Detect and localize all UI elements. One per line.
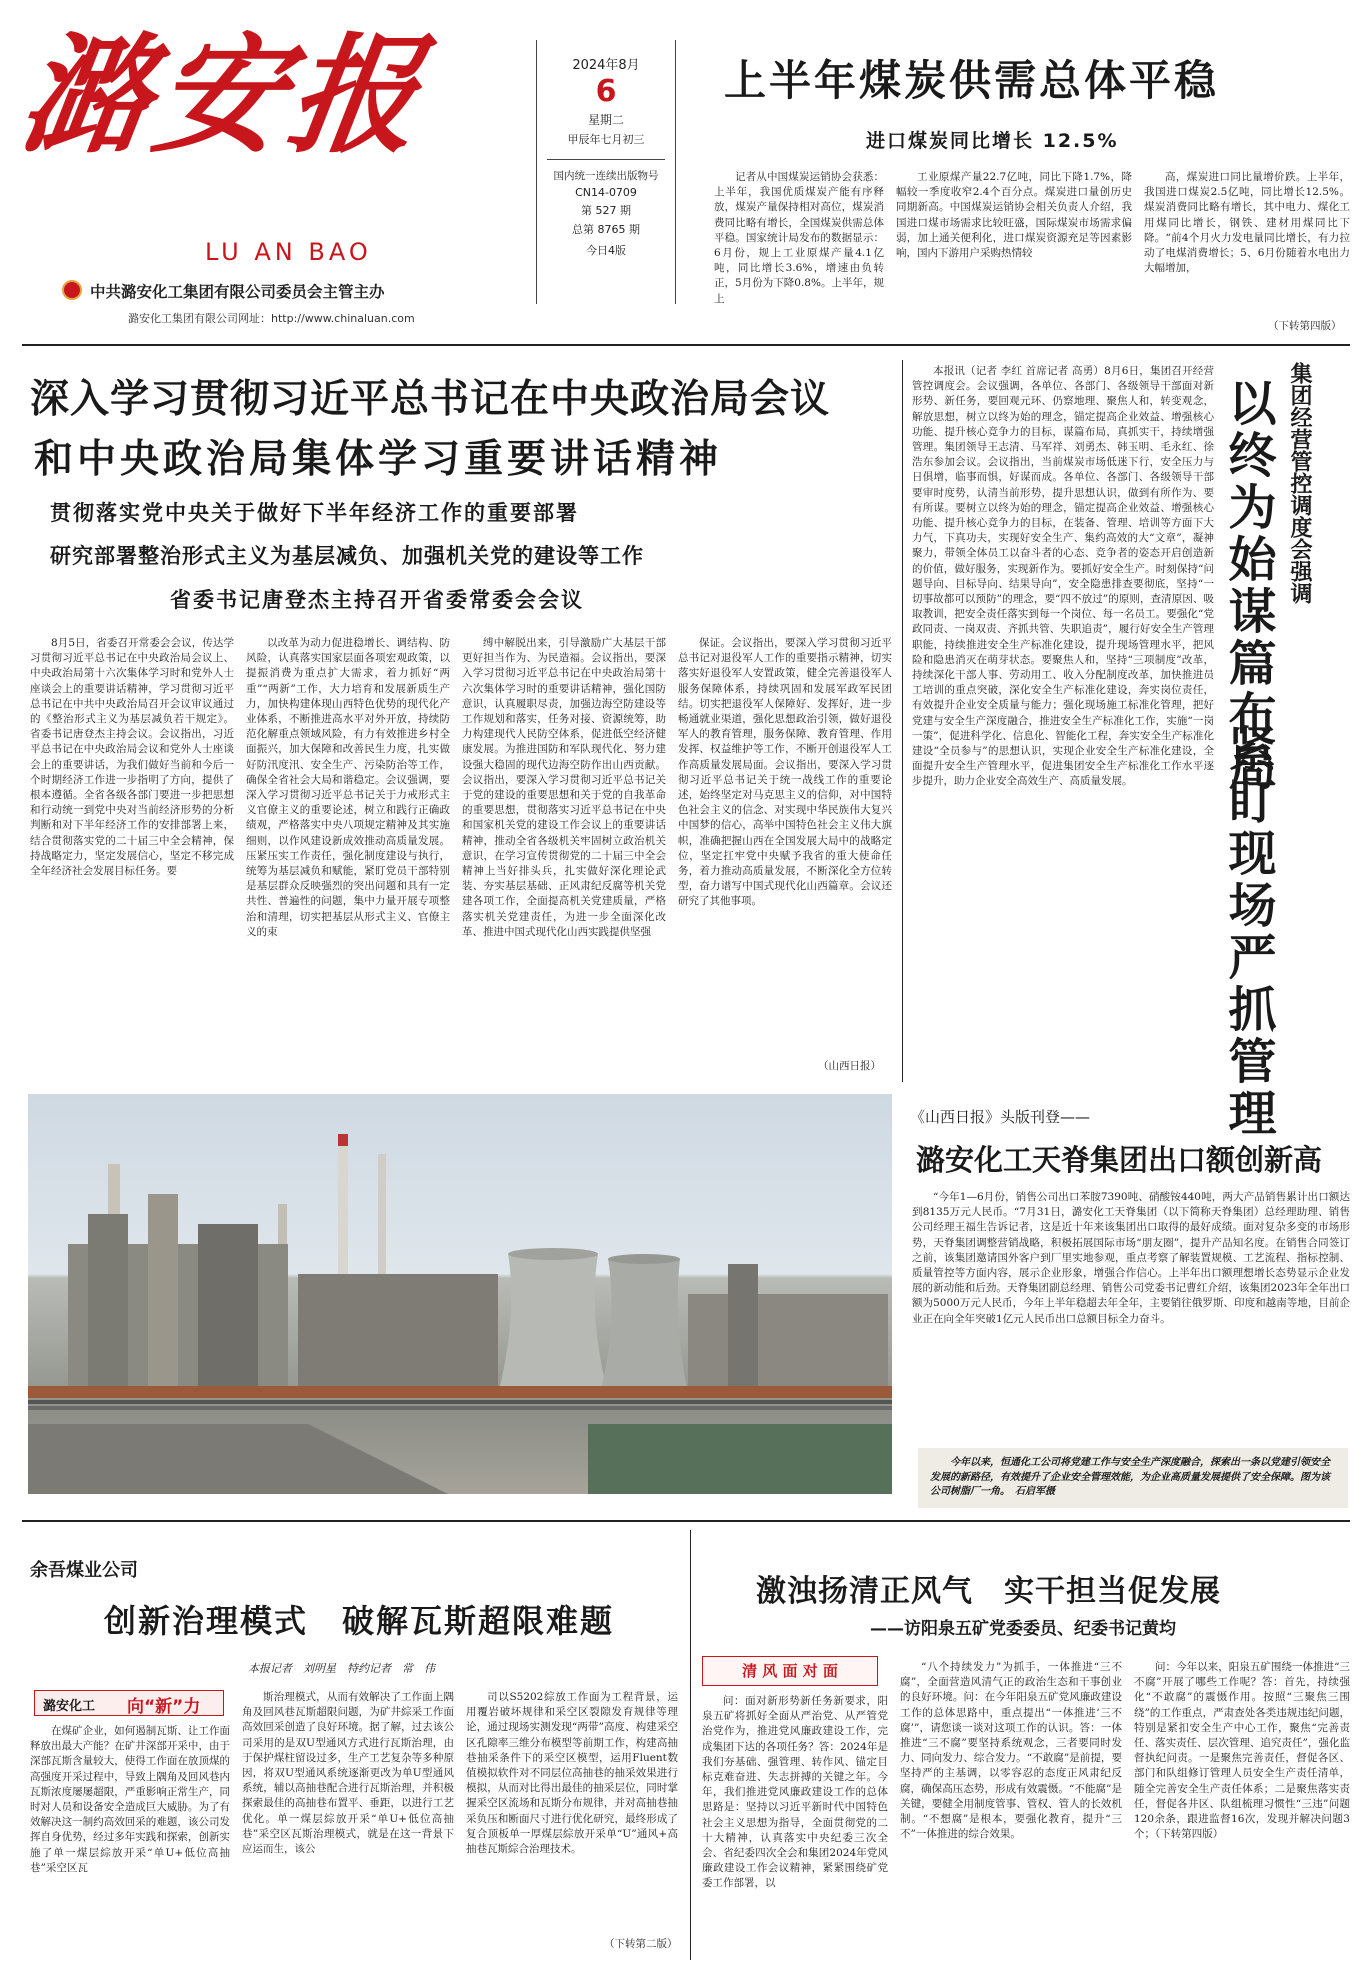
photo-caption-box [918, 1448, 1348, 1508]
cn-number: CN14-0709 [575, 186, 637, 199]
lead-subhead-2: 研究部署整治形式主义为基层减负、加强机关党的建设等工作 [50, 544, 644, 568]
bottom-left-title: 创新治理模式 破解瓦斯超限难题 [104, 1602, 615, 1640]
total-number: 总第 8765 期 [572, 223, 640, 236]
innovation-tag [34, 1690, 224, 1716]
bottom-vertical-divider [690, 1530, 691, 1960]
issue-number: 第 527 期 [581, 204, 631, 217]
top-story-col-2: 工业原煤产量22.7亿吨，同比下降1.7%，降幅较一季度收窄2.4个百分点。煤炭进口量创历史同期新高。中国煤炭运销协会相关负责人介绍，我国进口煤市场需求比较旺盛，国际煤炭市场需求偏弱，加上通关便利化，进口煤炭资源充足等因素影响，国内下游用户采购热情较 [896, 171, 1132, 260]
page-count: 今日4版 [586, 244, 626, 257]
bottom-right-subtitle: ——访阳泉五矿党委委员、纪委书记黄均 [870, 1619, 1176, 1639]
issue-date: 2024年8月 [572, 58, 640, 73]
bottom-left-jump: （下转第二版） [604, 1938, 678, 1950]
lead-col-3: 缚中解脱出来，引导激励广大基层干部更好担当作为、为民造福。会议指出，要深入学习贯彻习近平总书记在中央政治局第十六次集体学习时的重要讲话精神，强化国防意识，认真履职尽责，加强边海空防建设等工作规划和落实，任务对接、资源统筹，助力构建现代人民防空体系，促进低空经济健康发展。为推进国防和军队现代化、努力建设强大稳固的现代边海空防作出山西贡献。会议指出，要深入学习贯彻习近平总书记关于党的建设的重要思想和关于党的自我革命的重要思想，贯彻落实习近平总书记在中央和国家机关党的建设工作会议上的重要讲话精神，推动全省各级机关牢固树立政治机关意识，在学习宣传贯彻党的二十届三中全会精神上当好排头兵，扎实做好深化理论武装、夯实基层基础、正风肃纪反腐等机关党建各项工作，全面提高机关党建质量，严格落实机关党建责任，为进一步全面深化改革、推进中国式现代化山西实践提供坚强 [462, 637, 666, 938]
bottom-left-kicker: 余吾煤业公司 [30, 1560, 138, 1581]
bottom-right-col-2: “八个持续发力”为抓手，一体推进“三不腐”，全面营造风清气正的政治生态和干事创业的良好环境。问：在今年阳泉五矿党风廉政建设工作的总体思路中，重点提出“一体推进‘三不腐’”，请您谈一谈对这项工作的认识。答：一体推进“三不腐”要坚持系统观念，三者要同时发力、同向发力、综合发力。“不敢腐”是前提，要坚持严的主基调，以零容忍的态度正风肃纪反腐，确保高压态势，形成有效震慑。“不能腐”是关键，要健全用制度管事、管权、管人的长效机制。“不想腐”是根本，要强化教育，提升“三不”一体推进的综合效果。 [900, 1661, 1122, 1841]
bottom-right-col-3: 问：今年以来，阳泉五矿围绕一体推进“三不腐”开展了哪些工作呢？答：首先，持续强化“不敢腐”的震慑作用。按照“三聚焦三围绕”的工作重点，严肃查处各类违规违纪问题，特别是紧扣安全生产中心工作，聚焦“完善责任、落实责任、层次管理、追究责任”，强化监督执纪问责。一是聚焦完善责任，督促各区、部门和队组修订管理人员安全生产责任清单，随全完善安全生产责任体系；二是聚焦落实责任，督促各井区、队组梳理习惯性“三违”问题120余条，跟进监督16次，发现并解决问题3个；（下转第四版） [1134, 1661, 1350, 1841]
masthead-divider [22, 344, 1350, 346]
issue-day: 6 [595, 74, 617, 109]
factory-illustration [28, 1094, 892, 1494]
issue-weekday: 星期二 [587, 113, 624, 127]
middle-divider [22, 1520, 1350, 1522]
lead-headline-2: 和中央政治局集体学习重要讲话精神 [34, 437, 723, 482]
issn-label: 国内统一连续出版物号 [553, 170, 659, 182]
top-story-title: 上半年煤炭供需总体平稳 [724, 56, 1220, 105]
clean-wind-tag-label: 清 风 面 对 面 [742, 1662, 838, 1680]
lead-subhead-3: 省委书记唐登杰主持召开省委常委会会议 [170, 588, 584, 612]
website-line: 潞安化工集团有限公司网址：http://www.chinaluan.com [128, 312, 415, 325]
side-vertical-main-2: 紧盯现场严抓管理 [1220, 724, 1276, 1140]
bottom-right-title: 激浊扬清正风气 实干担当促发展 [756, 1574, 1221, 1609]
bottom-right-col-1: 问：面对新形势新任务新要求，阳泉五矿将抓好全面从严治党、从严管党治党作为，推进党风廉政建设工作，完成集团下达的各项任务？答：2024年是我们夯基础、强管理、转作风、锚定目标克难奋进、失志拼搏的关键之年。今年，我们推进党风廉政建设工作的总体思路是：坚持以习近平新时代中国特色社会主义思想为指导，全面贯彻党的二十大精神，认真落实中央纪委三次全会、省纪委四次全会和集团2024年党风廉政建设工作会议精神，紧紧围绕矿党委工作部署，以 [702, 1695, 888, 1890]
bottom-left-col-2: 斯治理模式，从而有效解决了工作面上隅角及回风巷瓦斯超限问题，为矿井綜采工作面高效回采创造了良好环境。据了解，过去该公司采用的是双U型通风方式进行瓦斯治理，由于保护煤柱留设过多，生产工艺复杂等多种原因，将双U型通风系统逐渐更改为单U型通风系统，辅以高抽巷配合进行瓦斯治理，并积极探索最佳的高抽巷布置平、垂距，以进行工艺优化。单一煤层綜放开采“单U+低位高抽巷”采空区瓦斯治理模式，就是在这一背景下应运而生，该公 [242, 1691, 454, 1856]
top-story-col-1: 记者从中国煤炭运销协会获悉：上半年，我国优质煤炭产能有序释放，煤炭产量保持相对高位，煤炭消费同比略有增长，全国煤炭供需总体平稳。国家统计局发布的数据显示：6月份，规上工业原煤产量4.1亿吨，同比增长3.6%，增速由负转正，5月份为下降0.8%。上半年，规上 [714, 171, 884, 305]
shanxi-daily-body: “今年1—6月份，销售公司出口苯胺7390吨、硝酸铵440吨，两大产品销售累计出口额达到8135万元人民币。“7月31日，潞安化工天脊集团（以下简称天脊集团）总经理助理、销售公司经理王福生告诉记者，这是近十年来该集团出口取得的最好成绩。面对复杂多变的市场形势，天脊集团调整营销战略，积极拓展国际市场“朋友圈”，提升产品知名度。在销售合同签订之前，该集团邀请国外客户到厂里实地参观，重点考察了解装置规模、工艺流程、指标控制、质量管控等方面内容，展示企业形象，增强合作信心。上半年出口额理想增长态势显示企业发展的新动能和后劲。天脊集团副总经理、销售公司党委书记曹红介绍，该集团2023年全年出口额为5000万元人民币，今年上半年稳超去年全年，主要销往俄罗斯、印度和越南等地，目前企业正在向全年突破1亿元人民币出口总额目标全力奋斗。 [912, 1191, 1350, 1325]
logo-text: 潞安报 [11, 21, 435, 171]
shanxi-daily-kicker: 《山西日报》头版刊登—— [910, 1108, 1091, 1126]
factory-photo [28, 1094, 892, 1494]
lead-col-4: 保证。会议指出，要深入学习贯彻习近平总书记对退役军人工作的重要指示精神，切实落实好退役军人安置政策，健全完善退役军人服务保障体系，持续巩固和发展军政军民团结。切实把退役军人保障好、发挥好，进一步畅通就业渠道，强化思想政治引领，做好退役军人的教育管理，服务保障、教育管理、作用发挥、权益维护等工作，不断开创退役军人工作高质量发展局面。会议指出，要深入学习贯彻习近平总书记关于统一战线工作的重要论述，始终坚定对马克思主义的信仰，对中国特色社会主义的信念、对实现中华民族伟大复兴中国梦的信心，高举中国特色社会主义伟大旗帜，准确把握山西在全国发展大局中的战略定位，坚定扛牢党中央赋予我省的重大使命任务，着力推动高质量发展，不断深化全方位转型，奋力谱写中国式现代化山西篇章。会议还研究了其他事项。 [678, 637, 892, 908]
lead-col-1: 8月5日，省委召开常委会会议，传达学习贯彻习近平总书记在中央政治局会议上、中央政治局第十六次集体学习时和党外人士座谈会上的重要讲话精神，学习贯彻习近平总书记在中共中央政治局召开会议审议通过的《整治形式主义为基层减负若干规定》。省委书记唐登杰主持会议。会议指出，习近平总书记在中央政治局会议和党外人士座谈会上的重要讲话，为我们做好当前和今后一个时期经济工作进一步指明了方向，提供了根本遵循。全省各级各部门要进一步把思想和行动统一到党中央对当前经济形势的分析判断和对下半年经济工作的安排部署上来，结合贯彻落实党的二十届三中全会精神，保持战略定力，坚定发展信心，坚定不移完成全年经济社会发展目标任务。要 [30, 637, 234, 878]
lead-source: （山西日报） [818, 1060, 881, 1072]
logo-pinyin: LU AN BAO [205, 238, 372, 266]
shanxi-daily-title: 潞安化工天脊集团出口额创新高 [916, 1143, 1323, 1177]
issue-info-box [536, 40, 676, 304]
issue-lunar: 甲辰年七月初三 [567, 133, 645, 146]
masthead-logo [11, 21, 442, 192]
top-story-jump: （下转第四版） [1268, 320, 1342, 332]
sponsor-line: 中共潞安化工集团有限公司委员会主管主办 [90, 283, 385, 301]
bottom-left-col-1: 在煤矿企业，如何遏制瓦斯、让工作面释放出最大产能？在矿井深部开采中，由于深部瓦斯含量较大，使得工作面在放顶煤的高强度开采过程中，导致上隅角及回风巷内瓦斯浓度屡屡超限，严重影响正常生产，同时对人员和设备安全造成巨大威胁。为了有效解决这一制约高效回采的难题，该公司发挥自身优势，经过多年实践和探索，创新实施了单一煤层綜放开采“单U+低位高抽巷”采空区瓦 [30, 1725, 230, 1874]
photo-caption: 今年以来，恒通化工公司将党建工作与安全生产深度融合，探索出一条以党建引领安全发展的新路径，有效提升了企业安全管理效能，为企业高质量发展提供了安全保障。图为该公司树脂厂一角。 石启军摄 [930, 1457, 1330, 1497]
top-story-subtitle: 进口煤炭同比增长 12.5% [866, 130, 1119, 152]
clean-wind-tag [702, 1656, 878, 1686]
bottom-left-byline: 本报记者 刘明星 特约记者 常 伟 [248, 1662, 435, 1675]
innovation-tag-right: 向“新”力 [127, 1697, 201, 1717]
side-vertical-kicker: 集团经营管控调度会强调 [1287, 362, 1312, 604]
lead-vertical-divider [902, 360, 903, 1082]
lead-col-2: 以改革为动力促进稳增长、调结构、防风险，认真落实国家层面各项宏观政策，以提振消费为重点扩大需求，着力抓好“两重”“两新”工作，大力培育和发展新质生产力，加快构建体现山西特色优势的现代化产业体系，不断推进高水平对外开放，持续防范化解重点领域风险，有力有效推进乡村全面振兴，加大保障和改善民生力度，扎实做好防汛度汛、安全生产、污染防治等工作，确保全省社会大局和谐稳定。会议强调，要深入学习贯彻习近平总书记关于力戒形式主义官僚主义的重要论述，树立和践行正确政绩观，严格落实中央八项规定精神及其实施细则，以作风建设新成效推动高质量发展。压紧压实工作责任，强化制度建设与执行，统筹为基层减负和赋能，紧盯党员干部特别是基层群众反映强烈的突出问题和具有一定共性、普遍性的问题，集中力量开展专项整治和清理，切实把基层从形式主义、官僚主义的束 [246, 637, 450, 938]
sponsor-seal-icon [62, 280, 82, 300]
top-story-col-3: 高，煤炭进口同比量增价跌。上半年，我国进口煤炭2.5亿吨，同比增长12.5%。煤炭消费同比略有增长，其中电力、煤化工用煤同比增长，钢铁、建材用煤同比下降。“前4个月火力发电量同比增长，有力拉动了电煤消费增长；5、6月份随着水电出力大幅增加， [1144, 171, 1350, 275]
lead-headline-1: 深入学习贯彻习近平总书记在中央政治局会议 [30, 377, 831, 422]
side-story-body: 本报讯（记者 李红 首席记者 高勇）8月6日，集团召开经营管控调度会。会议强调，各单位、各部门、各级领导干部面对新形势、新任务，要回观元环、仍察地理、聚焦人和，转变观念，解放思想，树立以终为始的理念，锚定提高企业效益、增强核心功能、提升核心竞争力的目标，谋篇布局，真抓实干，持续增强管理。集团领导王志清、马军祥、刘勇杰、韩玉明、毛永红、徐浩东参加会议。会议指出，当前煤炭市场低迷下行，安全压力与日俱增，临事而惧，好谋而成。各单位、各部门、各级领导干部要审时度势，认清当前形势，提升思想认识，做到有所作为、要有所谋。要树立以终为始的理念，锚定提高企业效益、增强核心功能、提升核心竞争力的目标，在装备、管理、培训等方面下大力气，下真功夫，实现好安全生产、集约高效的大“文章”，凝神聚力，带领全体员工以奋斗者的心态、竞争者的姿态开启创造新的价值，做好服务，实现新作为。要抓好安全生产。时刻保持“问题导向、目标导向、结果导向”，安全隐患排查要彻底，坚持“一切事故都可以预防”的理念，要“四不放过”的原则，查清原因、吸取教训，把安全责任落实到每一个岗位、每一名员工。要强化“党政同责、一岗双责、齐抓共管、失职追责”，履行好安全生产管理职能，持续推进安全生产标准化建设，提升现场管理水平，把风险和隐患消灭在萌芽状态。要聚焦人和，坚持“三项制度”改革，持续深化干部人事、劳动用工、收入分配制度改革，加快推进员工培训的重点突破，深化安全生产标准化建设，奔实岗位责任，有效提升企业安全质量与能力；强化现场施工标准化管理，把好党建与安全生产深度融合，推进安全生产标准化工作，实施“一岗一策”，促进科学化、信息化、智能化工程，奔实安全生产标准化建设“全员参与”的思想认识，实现企业安全生产标准化建设，全面提升安全生产管理水平，促进集团安全生产标准化工作水平逐步提升，助力企业安全高效生产、高质量发展。 [912, 365, 1214, 788]
side-vertical-main-1: 以终为始谋篇布局 [1220, 378, 1276, 794]
lead-subhead-1: 贯彻落实党中央关于做好下半年经济工作的重要部署 [50, 501, 579, 525]
innovation-tag-left: 潞安化工 [43, 1699, 96, 1714]
bottom-left-col-3: 司以S5202綜放工作面为工程背景，运用覆岩破坏规律和采空区裂隙发育规律等理论，通过现场实测发现“两带”高度、构建采空区孔隙率三维分布模型等前期工作，构建高抽巷抽采条件下的采空区模型，运用Fluent数值模拟软件对不同层位高抽巷的抽采效果进行模拟，从而对比得出最佳的抽采层位，同时掌握采空区流场和瓦斯分布规律，并对高抽巷抽采负压和断面尺寸进行优化研究，最终形成了复合顶板单一厚煤层綜放开采单“U”通风+高抽巷瓦斯綜合治理技术。 [466, 1691, 678, 1856]
